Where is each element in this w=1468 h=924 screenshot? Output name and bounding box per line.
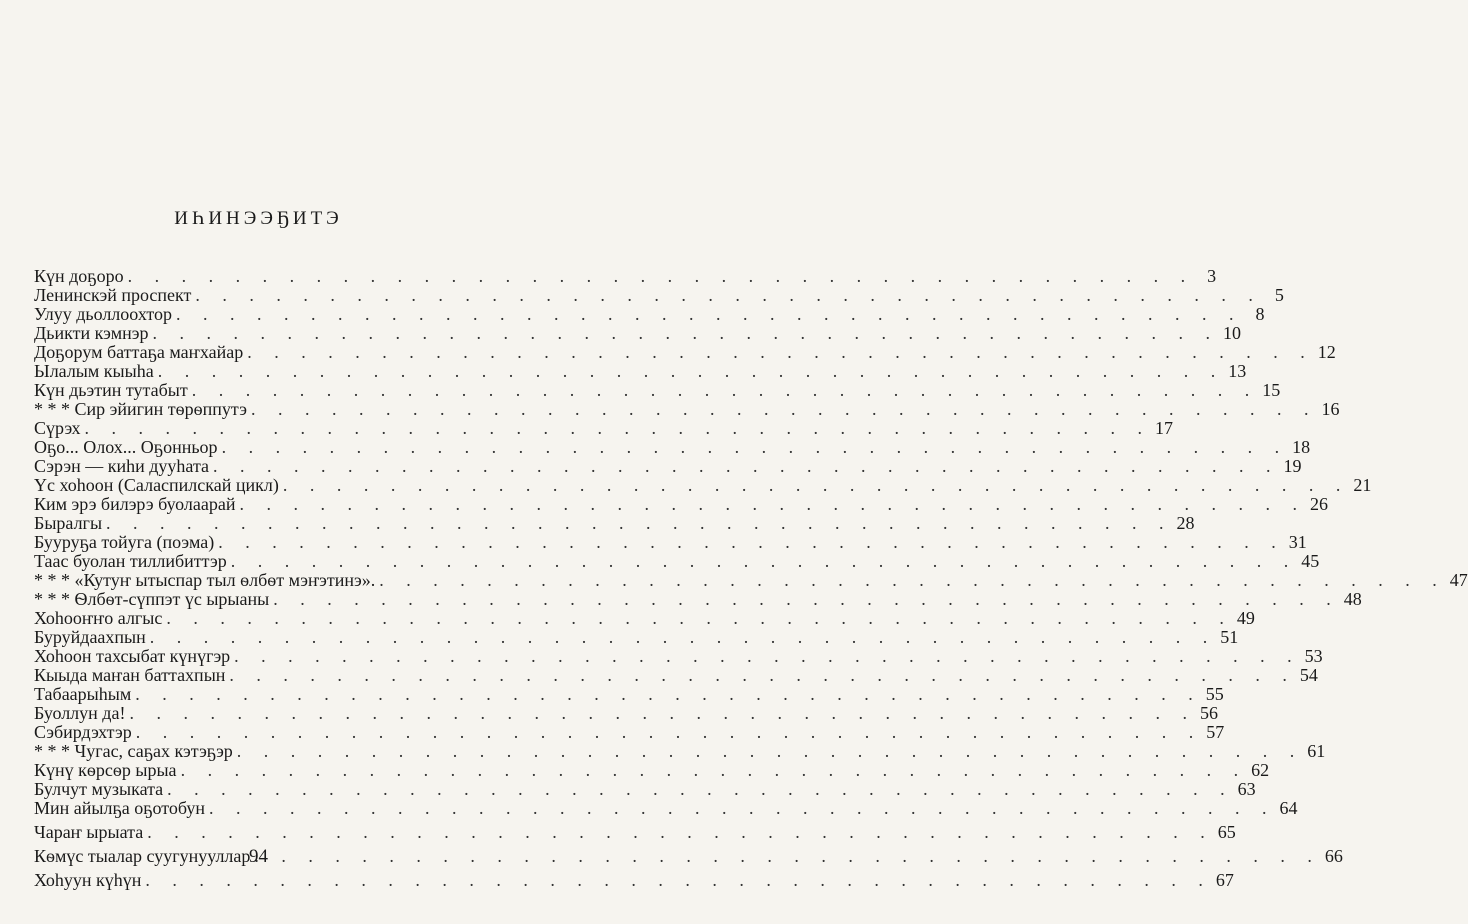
dot-leader bbox=[218, 533, 1285, 552]
entry-page: 66 bbox=[1324, 846, 1343, 866]
toc-entry bbox=[34, 870, 1234, 890]
entry-page: 51 bbox=[1220, 627, 1239, 647]
entry-title: Сүрэх bbox=[34, 418, 81, 438]
toc-entry bbox=[34, 608, 1255, 628]
entry-title: Быралгы bbox=[34, 513, 103, 533]
entry-title: Күн дьэтин тутабыт bbox=[34, 380, 188, 400]
entry-title: Үс хоһоон (Саласпилскай цикл) bbox=[34, 475, 279, 495]
entry-page: 49 bbox=[1236, 608, 1255, 628]
entry-page: 56 bbox=[1199, 703, 1218, 723]
entry-page: 65 bbox=[1217, 822, 1236, 842]
entry-page: 15 bbox=[1262, 380, 1281, 400]
toc-entry bbox=[34, 779, 1256, 799]
entry-page: 55 bbox=[1205, 684, 1224, 704]
entry-page: 48 bbox=[1343, 589, 1362, 609]
dot-leader bbox=[167, 780, 1234, 799]
toc-entry bbox=[34, 418, 1173, 438]
entry-title: Кыыда маҥан баттахпын bbox=[34, 665, 226, 685]
entry-page: 62 bbox=[1251, 760, 1270, 780]
entry-title: Булчут музыката bbox=[34, 779, 164, 799]
entry-page: 10 bbox=[1222, 323, 1241, 343]
toc-entry bbox=[34, 722, 1225, 742]
dot-leader bbox=[222, 438, 1289, 457]
entry-title: Чараҥ ырыата bbox=[34, 822, 144, 842]
toc-entry bbox=[34, 475, 1372, 495]
dot-leader bbox=[195, 286, 1262, 305]
dot-leader bbox=[213, 457, 1280, 476]
page-title: ИҺИНЭЭҔИТЭ bbox=[174, 208, 343, 229]
toc-entry bbox=[34, 399, 1340, 419]
entry-page: 12 bbox=[1317, 342, 1336, 362]
entry-title: Оҕо... Олох... Оҕонньор bbox=[34, 437, 218, 457]
toc-entry bbox=[34, 741, 1326, 761]
entry-title: Сэрэн — киһи дууһата bbox=[34, 456, 210, 476]
page-number: 94 bbox=[249, 846, 268, 867]
dot-leader bbox=[128, 267, 1195, 286]
toc-entry bbox=[34, 627, 1239, 647]
entry-page: 18 bbox=[1292, 437, 1311, 457]
toc-entry bbox=[34, 822, 1236, 842]
entry-page: 8 bbox=[1255, 304, 1265, 324]
entry-title: * * * Сир эйигин тѳрѳппутэ bbox=[34, 399, 247, 419]
entry-title: Сэбирдэхтэр bbox=[34, 722, 132, 742]
entry-title: Бууруҕа тойуга (поэма) bbox=[34, 532, 215, 552]
dot-leader bbox=[229, 666, 1296, 685]
toc-entry bbox=[34, 323, 1241, 343]
toc-entry bbox=[34, 342, 1336, 362]
entry-page: 28 bbox=[1176, 513, 1195, 533]
dot-leader bbox=[147, 823, 1214, 842]
entry-page: 63 bbox=[1237, 779, 1256, 799]
dot-leader bbox=[129, 704, 1196, 723]
entry-page: 3 bbox=[1207, 266, 1217, 286]
dot-leader bbox=[158, 362, 1225, 381]
dot-leader bbox=[234, 647, 1301, 666]
dot-leader bbox=[106, 514, 1173, 533]
table-of-contents bbox=[34, 266, 1468, 890]
entry-title: Ленинскэй проспект bbox=[34, 285, 192, 305]
toc-entry bbox=[34, 665, 1318, 685]
entry-title: Ким эрэ билэрэ буолаарай bbox=[34, 494, 236, 514]
entry-page: 54 bbox=[1299, 665, 1318, 685]
entry-page: 17 bbox=[1154, 418, 1173, 438]
toc-entry bbox=[34, 760, 1270, 780]
entry-title: * * * Ѳлбѳт-сүппэт үс ырыаны bbox=[34, 589, 270, 609]
dot-leader bbox=[181, 761, 1248, 780]
toc-entry bbox=[34, 285, 1284, 305]
toc-entry bbox=[34, 380, 1281, 400]
entry-title: Буруйдаахпын bbox=[34, 627, 146, 647]
entry-title: Доҕорум баттаҕа маҥхайар bbox=[34, 342, 244, 362]
toc-entry bbox=[34, 304, 1265, 324]
entry-title: Таас буолан тиллибиттэр bbox=[34, 551, 227, 571]
dot-leader bbox=[145, 871, 1212, 890]
entry-title: Хоһуун күһүн bbox=[34, 870, 142, 890]
dot-leader bbox=[176, 305, 1243, 324]
dot-leader bbox=[237, 742, 1304, 761]
entry-title: Дьикти кэмнэр bbox=[34, 323, 149, 343]
toc-entry bbox=[34, 684, 1224, 704]
entry-page: 19 bbox=[1283, 456, 1302, 476]
toc-entry bbox=[34, 494, 1328, 514]
entry-title: Күн доҕоро bbox=[34, 266, 124, 286]
dot-leader bbox=[247, 343, 1314, 362]
toc-entry bbox=[34, 532, 1307, 552]
entry-title: Табаарыһым bbox=[34, 684, 132, 704]
entry-title: * * * Чугас, саҕах кэтэҕэр bbox=[34, 741, 233, 761]
dot-leader bbox=[231, 552, 1298, 571]
toc-entry bbox=[34, 646, 1323, 666]
toc-entry bbox=[34, 589, 1362, 609]
entry-title: Хоһоон тахсыбат күнүгэр bbox=[34, 646, 231, 666]
entry-page: 57 bbox=[1206, 722, 1225, 742]
toc-entry bbox=[34, 570, 1468, 590]
entry-title: * * * «Кутуҥ ытыспар тыл ѳлбѳт мэҥэтинэ». bbox=[34, 570, 376, 590]
dot-leader bbox=[150, 628, 1217, 647]
entry-page: 67 bbox=[1215, 870, 1234, 890]
toc-entry bbox=[34, 361, 1247, 381]
entry-page: 53 bbox=[1304, 646, 1323, 666]
entry-title: Хоһооҥҥо алгыс bbox=[34, 608, 163, 628]
dot-leader bbox=[273, 590, 1340, 609]
dot-leader bbox=[135, 685, 1202, 704]
toc-entry bbox=[34, 798, 1298, 818]
entry-page: 26 bbox=[1309, 494, 1328, 514]
dot-leader bbox=[283, 476, 1350, 495]
dot-leader bbox=[166, 609, 1233, 628]
entry-page: 16 bbox=[1321, 399, 1340, 419]
entry-page: 31 bbox=[1288, 532, 1307, 552]
dot-leader bbox=[136, 723, 1203, 742]
dot-leader bbox=[209, 799, 1276, 818]
entry-title: Ылалым кыыһа bbox=[34, 361, 154, 381]
dot-leader bbox=[379, 571, 1446, 590]
toc-entry bbox=[34, 437, 1311, 457]
toc-entry bbox=[34, 456, 1302, 476]
toc-entry bbox=[34, 703, 1218, 723]
entry-title: Күнү кѳрсѳр ырыа bbox=[34, 760, 177, 780]
toc-entry bbox=[34, 266, 1217, 286]
dot-leader bbox=[152, 324, 1219, 343]
entry-title: Улуу дьоллоохтор bbox=[34, 304, 173, 324]
entry-page: 64 bbox=[1279, 798, 1298, 818]
toc-entry bbox=[34, 513, 1195, 533]
entry-title: Кѳмүс тыалар суугунууллар bbox=[34, 846, 251, 866]
entry-page: 61 bbox=[1307, 741, 1326, 761]
entry-page: 21 bbox=[1353, 475, 1372, 495]
dot-leader bbox=[239, 495, 1306, 514]
entry-title: Мин айылҕа оҕотобун bbox=[34, 798, 205, 818]
entry-page: 5 bbox=[1274, 285, 1284, 305]
toc-entry bbox=[34, 551, 1320, 571]
entry-title: Буоллун да! bbox=[34, 703, 126, 723]
entry-page: 47 bbox=[1449, 570, 1468, 590]
entry-page: 13 bbox=[1228, 361, 1247, 381]
dot-leader bbox=[192, 381, 1259, 400]
entry-page: 45 bbox=[1301, 551, 1320, 571]
dot-leader bbox=[251, 400, 1318, 419]
dot-leader bbox=[84, 419, 1151, 438]
